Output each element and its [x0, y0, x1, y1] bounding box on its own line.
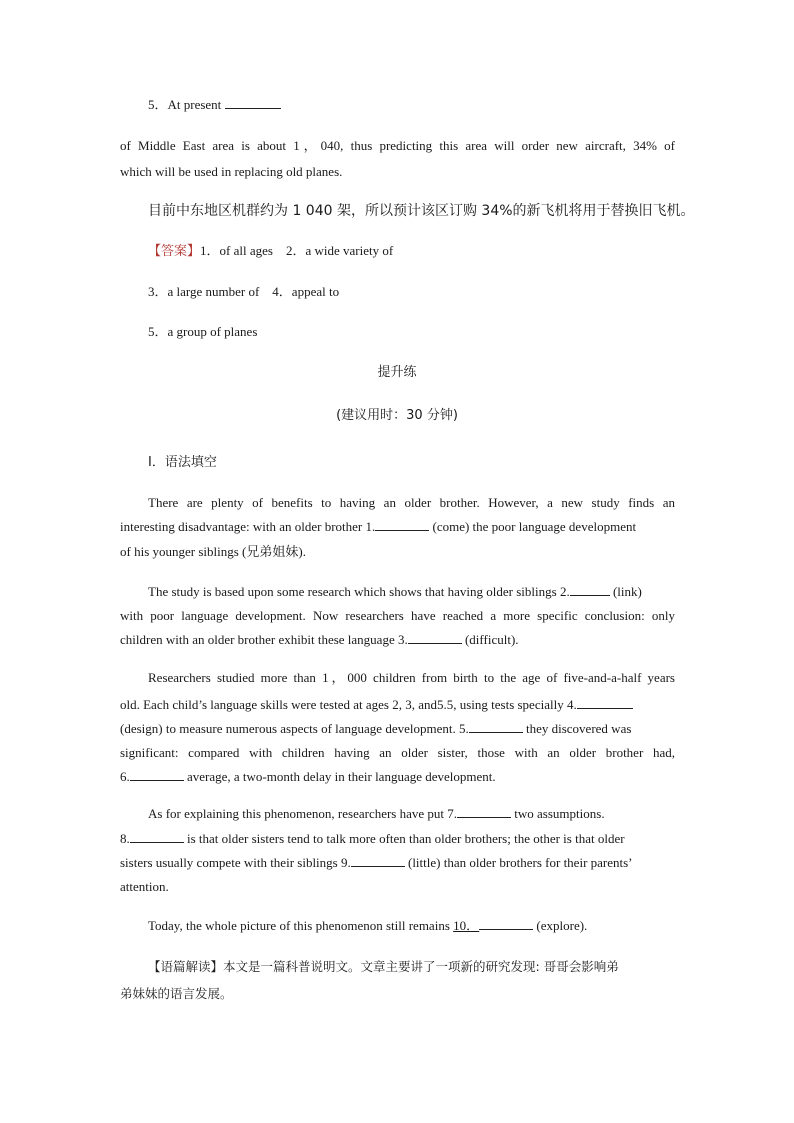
interpretation-tag: 【语篇解读】 [148, 959, 224, 974]
passage-line: interesting disadvantage: with an older brother 1. (come) the poor language development [120, 515, 675, 539]
answer-line: 5．a group of planes [148, 324, 258, 339]
passage-line: with poor language development. Now researchers have reached a more specific conclusion: only [120, 608, 675, 623]
answer-tag: 【答案】 [148, 244, 201, 259]
q5-translation: 目前中东地区机群约为 1 040 架，所以预计该区订购 34%的新飞机将用于替换旧飞机。 [148, 203, 695, 219]
interpretation-line: 【语篇解读】本文是一篇科普说明文。文章主要讲了一项新的研究发现: 哥哥会影响弟 [148, 959, 619, 974]
blank-3[interactable] [408, 628, 462, 644]
passage-line: attention. [120, 879, 169, 894]
passage-line: children with an older brother exhibit these language 3. (difficult). [120, 628, 675, 652]
answer-line: 【答案】1．of all ages 2．a wide variety of [148, 243, 394, 259]
blank-8[interactable] [130, 827, 184, 843]
q5-line: of Middle East area is about 1，040, thus predicting this area will order new aircraft, 34% of [120, 138, 675, 153]
blank-7[interactable] [457, 802, 511, 818]
passage-line: significant: compared with children having an older sister, those with an older brother had, [120, 745, 675, 760]
passage-line: Today, the whole picture of this phenomenon still remains 10． (explore). [148, 914, 703, 938]
blank-6[interactable] [130, 765, 184, 781]
interpretation-line: 弟妹妹的语言发展。 [120, 986, 233, 1001]
passage-line: As for explaining this phenomenon, researchers have put 7. two assumptions. [148, 802, 675, 826]
q5-prompt: 5．At present [148, 93, 703, 117]
passage-line: (design) to measure numerous aspects of language development. 5. they discovered was [120, 717, 675, 741]
passage-line: of his younger siblings (兄弟姐妹). [120, 544, 306, 559]
passage-line: The study is based upon some research which shows that having older siblings 2. (link) [148, 580, 703, 604]
blank-5[interactable] [469, 717, 523, 733]
part-heading: Ⅰ．语法填空 [148, 455, 217, 470]
passage-line: sisters usually compete with their siblings 9. (little) than older brothers for their parents’ [120, 851, 675, 875]
passage-line: 6. average, a two-month delay in their language development. [120, 765, 675, 789]
passage-line: There are plenty of benefits to having an older brother. However, a new study finds an [148, 495, 675, 510]
passage-line: 8. is that older sisters tend to talk more often than older brothers; the other is that older [120, 827, 675, 851]
answer-line: 3．a large number of 4．appeal to [148, 284, 340, 299]
q5-line: which will be used in replacing old planes. [120, 164, 343, 179]
blank-9[interactable] [351, 851, 405, 867]
blank-10[interactable] [479, 914, 533, 930]
passage-line: old. Each child’s language skills were tested at ages 2, 3, and5.5, using tests specially 4. [120, 693, 675, 717]
suggested-time: (建议用时：30 分钟) [336, 408, 458, 423]
passage-line: Researchers studied more than 1，000 children from birth to the age of five-and-a-half years [148, 670, 675, 685]
blank-10-number: 10． [453, 918, 480, 933]
answer-blank[interactable] [225, 93, 281, 109]
blank-2[interactable] [570, 580, 610, 596]
blank-4[interactable] [577, 693, 633, 709]
blank-1[interactable] [375, 515, 429, 531]
section-title: 提升练 [377, 365, 417, 380]
